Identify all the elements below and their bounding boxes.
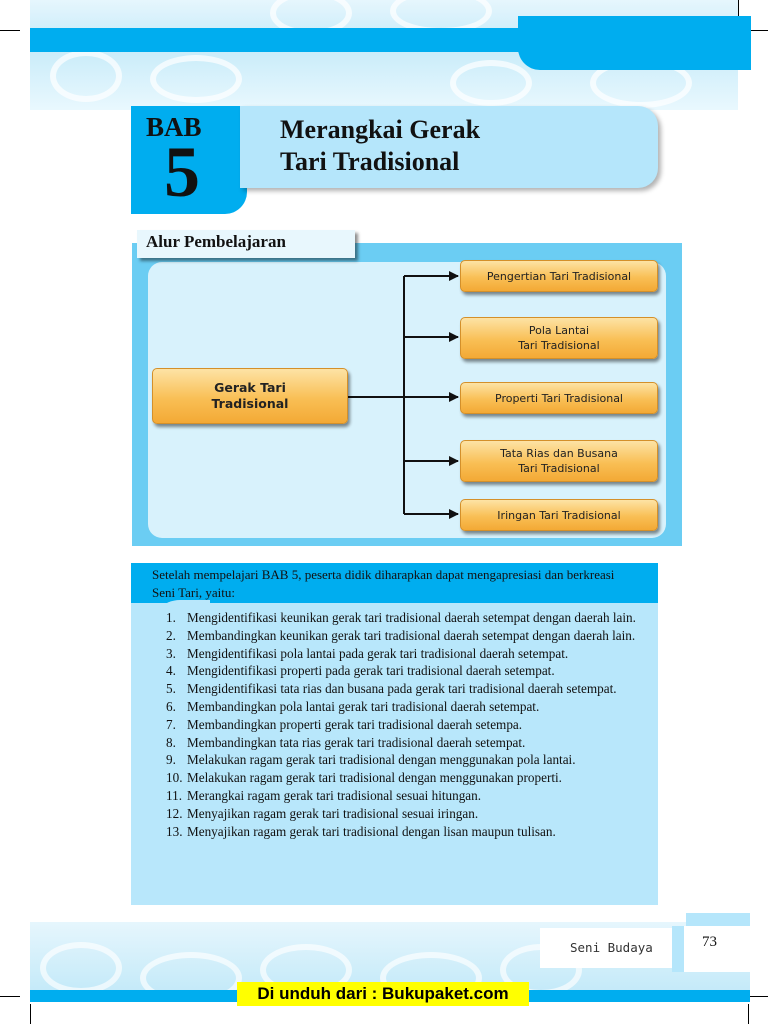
list-item: 12. Menyajikan ragam gerak tari tradisional sesuai iringan. [166, 805, 479, 821]
list-item: 7. Membandingkan properti gerak tari tradisional daerah setempa. [166, 716, 523, 732]
list-item: 2. Membandingkan keunikan gerak tari tradisional daerah setempat dengan daerah lain. [166, 627, 636, 643]
list-item: 9. Melakukan ragam gerak tari tradisional dengan menggunakan pola lantai. [166, 752, 576, 768]
list-item: 11. Merangkai ragam gerak tari tradisional sesuai hitungan. [166, 787, 482, 803]
book-title: Seni Budaya [570, 940, 653, 955]
page-number-box [684, 926, 750, 972]
flow-node-tata-rias: Tata Rias dan Busana Tari Tradisional [460, 440, 658, 482]
page-corner-deco [672, 926, 684, 972]
flow-node-pola-lantai: Pola Lantai Tari Tradisional [460, 317, 658, 359]
list-item: 10. Melakukan ragam gerak tari tradisional dengan menggunakan properti. [166, 770, 562, 786]
learning-flow-heading: Alur Pembelajaran [146, 232, 286, 251]
chapter-number: 5 [164, 132, 200, 212]
list-item: 13. Menyajikan ragam gerak tari tradisional dengan lisan maupun tulisan. [166, 823, 556, 839]
flow-node-pengertian: Pengertian Tari Tradisional [460, 260, 658, 292]
flow-node-properti: Properti Tari Tradisional [460, 382, 658, 414]
download-banner[interactable]: Di unduh dari : Bukupaket.com [237, 982, 529, 1006]
chapter-title-line1: Merangkai Gerak [280, 115, 481, 144]
objectives-list [166, 609, 646, 840]
page-corner-deco [686, 913, 750, 926]
list-item: 5. Mengidentifikasi tata rias dan busana pada gerak tari tradisional daerah setempat. [166, 681, 617, 697]
chapter-label: BAB [146, 112, 202, 142]
list-item: 6. Membandingkan pola lantai gerak tari tradisional daerah setempat. [166, 698, 540, 714]
list-item: 8. Membandingkan tata rias gerak tari tradisional daerah setempat. [166, 734, 526, 750]
flow-main-node: Gerak Tari Tradisional [152, 368, 348, 424]
list-item: 3. Mengidentifikasi pola lantai pada gerak tari tradisional daerah setempat. [166, 645, 569, 661]
list-item: 1. Mengidentifikasi keunikan gerak tari tradisional daerah setempat dengan daerah lain. [166, 610, 636, 625]
page-number: 73 [702, 934, 717, 950]
chapter-title-line2: Tari Tradisional [280, 147, 460, 176]
objectives-intro: Setelah mempelajari BAB 5, peserta didik diharapkan dapat mengapresiasi dan berkreasi Seni Tari, yaitu: [152, 567, 615, 600]
list-item: 4. Mengidentifikasi properti pada gerak tari tradisional daerah setempat. [166, 663, 555, 679]
flow-node-iringan: Iringan Tari Tradisional [460, 499, 658, 531]
